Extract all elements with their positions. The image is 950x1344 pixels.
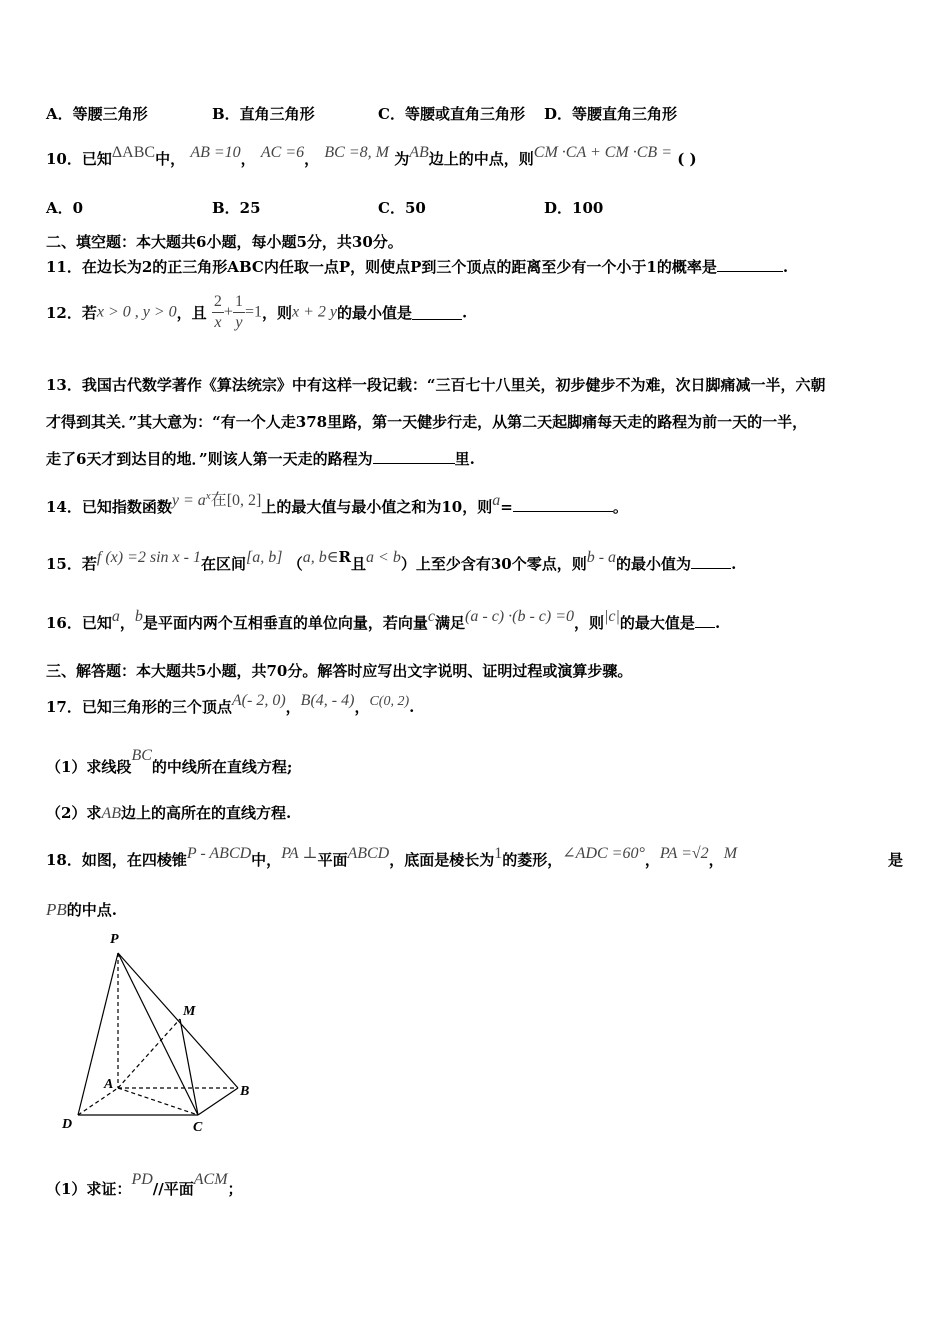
question-18-continuation: PB的中点. [46, 900, 118, 919]
question-16: 16．已知a，b是平面内两个互相垂直的单位向量，若向量c满足(a - c) ·(b - c) =0，则|c|的最大值是 . [46, 608, 721, 632]
section-heading-fill-in: 二、填空题：本大题共6小题，每小题5分，共30分。 [46, 233, 403, 251]
answer-blank [717, 257, 783, 272]
section-heading-solutions: 三、解答题：本大题共5小题，共70分。解答时应写出文字说明、证明过程或演算步骤。 [46, 662, 633, 680]
label-c: C [193, 1120, 203, 1135]
bc-length: BC =8, M [324, 144, 389, 161]
pyramid-figure [50, 925, 270, 1140]
pyramid-diagram [50, 925, 270, 1140]
question-10: 10．已知ΔABC中， AB =10， AC =6， BC =8, M 为AB边上的中点，则CM ·CA + CM ·CB = ( ) [46, 144, 697, 168]
fraction-1-over-y: $\frac{1}{y}$ [234, 293, 243, 331]
edge-cb [198, 1088, 238, 1115]
question-12: 12．若x > 0 , y > 0，且 $\frac{2}{x}$ + $\frac{1}{y}$ =1，则x + 2 y的最小值是 . [46, 293, 468, 331]
question-13-line-1: 13．我国古代数学著作《算法统宗》中有这样一段记载：“三百七十八里关，初步健步不为难，次日脚痛减一半，六朝 [46, 376, 826, 394]
answer-paren: ( ) [677, 150, 697, 168]
answer-blank [412, 305, 462, 320]
label-b: B [240, 1084, 250, 1099]
ac-length: AC =6 [260, 144, 305, 161]
question-11: 11．在边长为2的正三角形ABC内任取一点P，则使点P到三个顶点的距离至少有一个小于1的概率是 . [46, 258, 789, 276]
q10-option-d: D．100 [544, 199, 604, 217]
question-13-line-3: 走了6天才到达目的地．”则该人第一天走的路程为 里. [46, 450, 475, 468]
answer-blank [513, 497, 613, 512]
question-17-part-2: （2）求AB边上的高所在的直线方程. [46, 804, 292, 822]
question-15: 15．若f (x) =2 sin x - 1在区间[a, b] （a, b∈R且a < b）上至少含有30个零点，则b - a的最小值为 . [46, 548, 737, 573]
q10-option-a: A．0 [46, 199, 84, 217]
label-a: A [104, 1077, 114, 1092]
q9-option-a: A．等腰三角形 [46, 105, 148, 123]
edge-pb [118, 953, 238, 1088]
answer-blank [373, 449, 455, 464]
fraction-2-over-x: $\frac{2}{x}$ [213, 293, 222, 331]
question-18: 18．如图，在四棱锥P - ABCD中，PA ⊥平面ABCD，底面是棱长为1的菱形，∠ADC =60°，PA =√2，M 是 [46, 845, 904, 869]
q10-option-b: B．25 [212, 199, 261, 217]
label-m: M [183, 1004, 196, 1019]
edge-pc [118, 953, 198, 1115]
answer-blank [695, 613, 715, 628]
edge-am-dashed [118, 1019, 180, 1088]
question-14: 14．已知指数函数$y = a^x$在[0, 2]上的最大值与最小值之和为10，则a= 。 [46, 490, 628, 516]
q10-option-c: C．50 [378, 199, 426, 217]
function-f: f (x) =2 sin x - 1 [96, 549, 201, 566]
q9-option-d: D．等腰直角三角形 [544, 105, 678, 123]
answer-blank [691, 554, 731, 569]
q9-option-c: C．等腰或直角三角形 [378, 105, 525, 123]
ab-length: AB =10 [190, 144, 241, 161]
label-p: P [110, 932, 119, 947]
q9-option-b: B．直角三角形 [212, 105, 315, 123]
label-d: D [62, 1117, 73, 1132]
vector-expression: CM ·CA + CM ·CB = [533, 144, 672, 161]
triangle-abc: ΔABC [111, 144, 156, 161]
question-13-line-2: 才得到其关．”其大意为：“有一个人走378里路，第一天健步行走，从第二天起脚痛每天走的路程为前一天的一半， [46, 413, 808, 431]
question-18-part-1: （1）求证：PD//平面ACM； [46, 1171, 243, 1198]
question-17: 17．已知三角形的三个顶点A(- 2, 0)，B(4, - 4)，C(0, 2). [46, 692, 415, 716]
question-17-part-1: （1）求线段BC的中线所在直线方程; [46, 747, 293, 776]
